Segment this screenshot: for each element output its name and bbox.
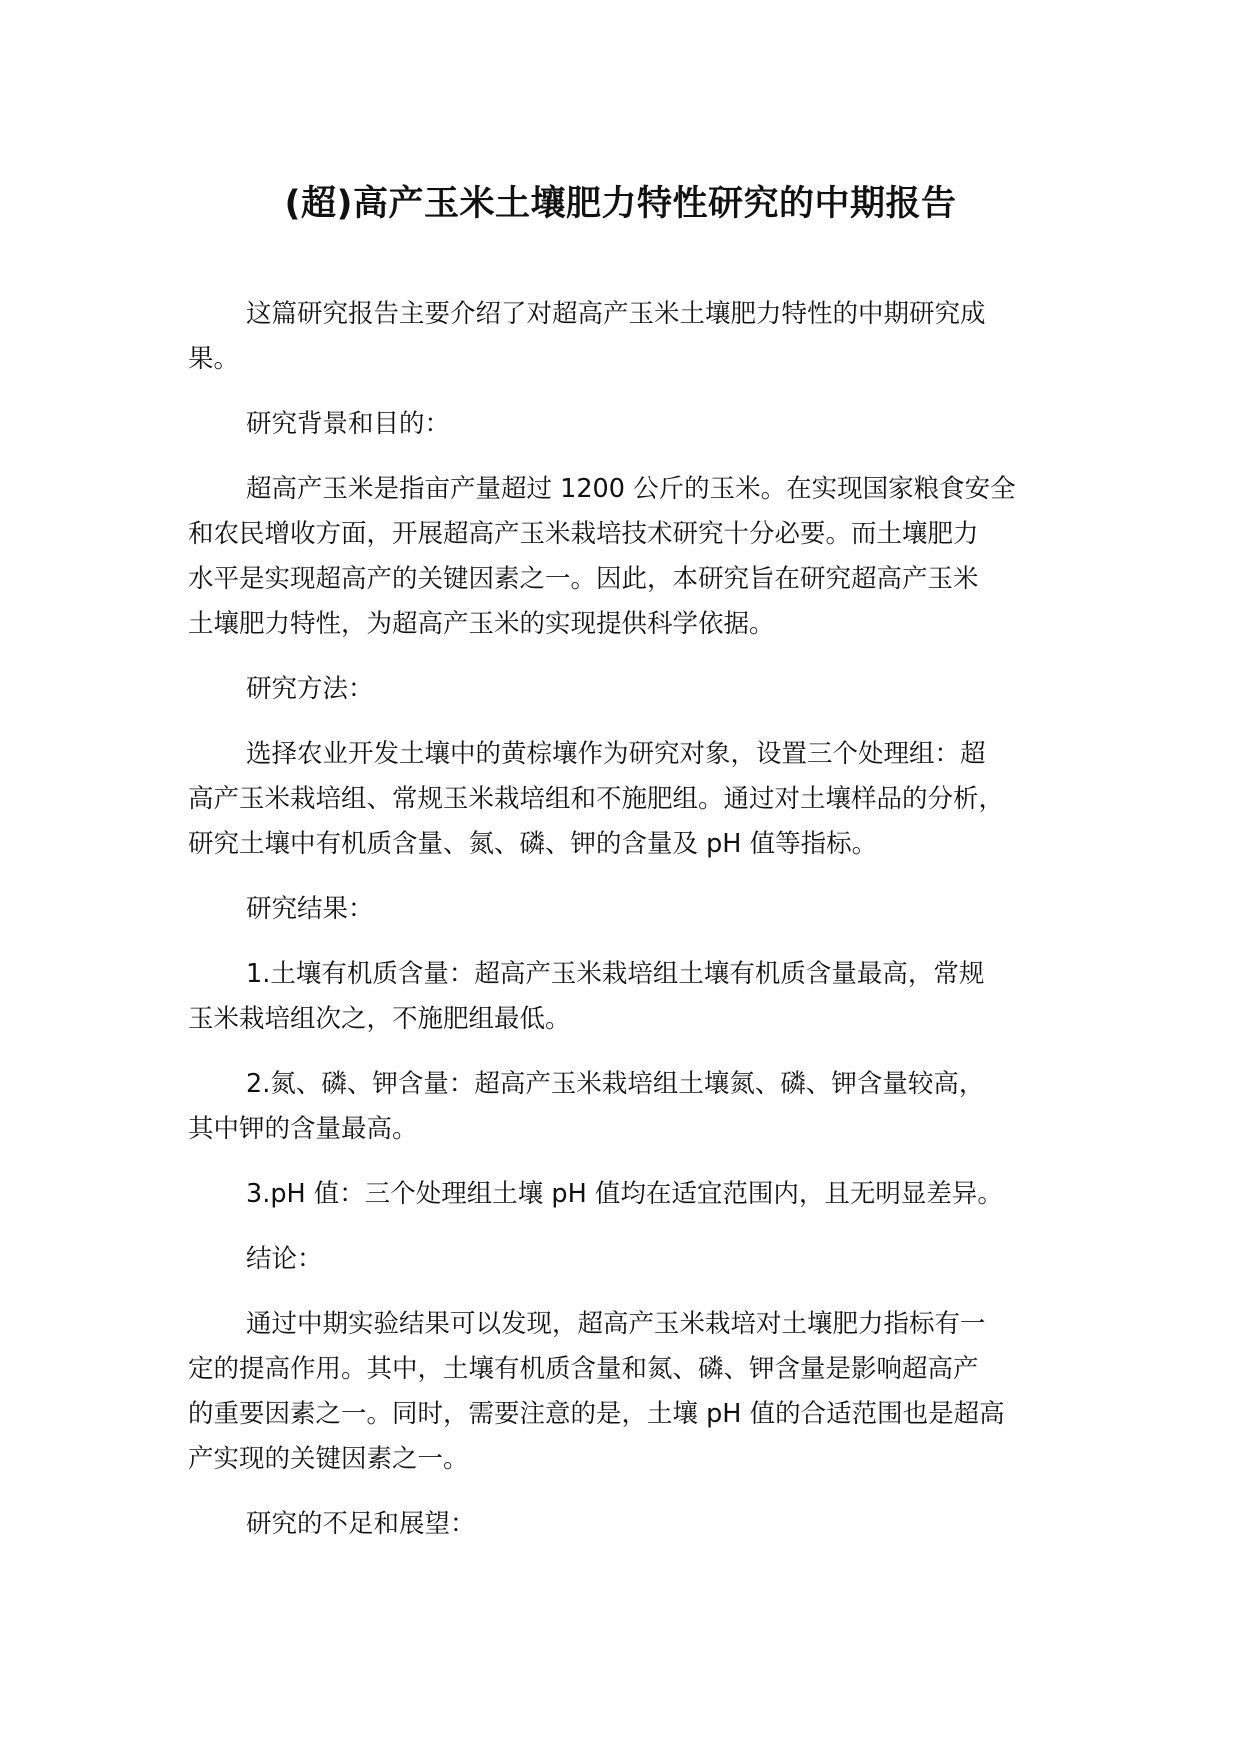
background-paragraph xyxy=(188,467,1088,647)
intro-paragraph xyxy=(188,292,1088,382)
text-line: 定的提高作用。其中，土壤有机质含量和氮、磷、钾含量是影响超高产 xyxy=(188,1354,979,1384)
text-line: 水平是实现超高产的关键因素之一。因此，本研究旨在研究超高产玉米 xyxy=(188,564,979,594)
conclusion-paragraph xyxy=(188,1302,1088,1482)
section-heading-background xyxy=(188,402,1088,447)
text-line: 研究背景和目的： xyxy=(246,409,451,439)
text-line: 1.土壤有机质含量：超高产玉米栽培组土壤有机质含量最高，常规 xyxy=(246,959,985,989)
result-item-3 xyxy=(188,1172,1088,1217)
section-heading-results xyxy=(188,887,1088,932)
text-line: 高产玉米栽培组、常规玉米栽培组和不施肥组。通过对土壤样品的分析， xyxy=(188,784,1005,814)
text-line: 研究结果： xyxy=(246,894,374,924)
result-item-1 xyxy=(188,952,1088,1042)
text-line: 研究方法： xyxy=(246,674,374,704)
text-line: 研究的不足和展望： xyxy=(246,1509,476,1539)
text-line: 选择农业开发土壤中的黄棕壤作为研究对象，设置三个处理组：超 xyxy=(246,739,986,769)
text-line: 通过中期实验结果可以发现，超高产玉米栽培对土壤肥力指标有一 xyxy=(246,1309,986,1339)
text-line: 土壤肥力特性，为超高产玉米的实现提供科学依据。 xyxy=(188,609,775,639)
text-line: 的重要因素之一。同时，需要注意的是，土壤 pH 值的合适范围也是超高 xyxy=(188,1399,1005,1429)
section-heading-conclusion xyxy=(188,1237,1088,1282)
section-heading-methods xyxy=(188,667,1088,712)
text-line: 产实现的关键因素之一。 xyxy=(188,1444,469,1474)
text-line: 这篇研究报告主要介绍了对超高产玉米土壤肥力特性的中期研究成 xyxy=(246,299,986,329)
result-item-2 xyxy=(188,1062,1088,1152)
methods-paragraph xyxy=(188,732,1088,867)
section-heading-limitations xyxy=(188,1502,1088,1547)
text-line: 和农民增收方面，开展超高产玉米栽培技术研究十分必要。而土壤肥力 xyxy=(188,519,979,549)
text-line: 果。 xyxy=(188,344,240,374)
text-line: 3.pH 值：三个处理组土壤 pH 值均在适宜范围内，且无明显差异。 xyxy=(246,1179,1003,1209)
document-body xyxy=(188,292,1088,1567)
text-line: 其中钾的含量最高。 xyxy=(188,1114,418,1144)
text-line: 研究土壤中有机质含量、氮、磷、钾的含量及 pH 值等指标。 xyxy=(188,829,878,859)
document-title: (超)高产玉米土壤肥力特性研究的中期报告 xyxy=(284,184,957,224)
text-line: 2.氮、磷、钾含量：超高产玉米栽培组土壤氮、磷、钾含量较高， xyxy=(246,1069,985,1099)
text-line: 结论： xyxy=(246,1244,323,1274)
text-line: 玉米栽培组次之，不施肥组最低。 xyxy=(188,1004,571,1034)
text-line: 超高产玉米是指亩产量超过 1200 公斤的玉米。在实现国家粮食安全 xyxy=(246,474,1016,504)
